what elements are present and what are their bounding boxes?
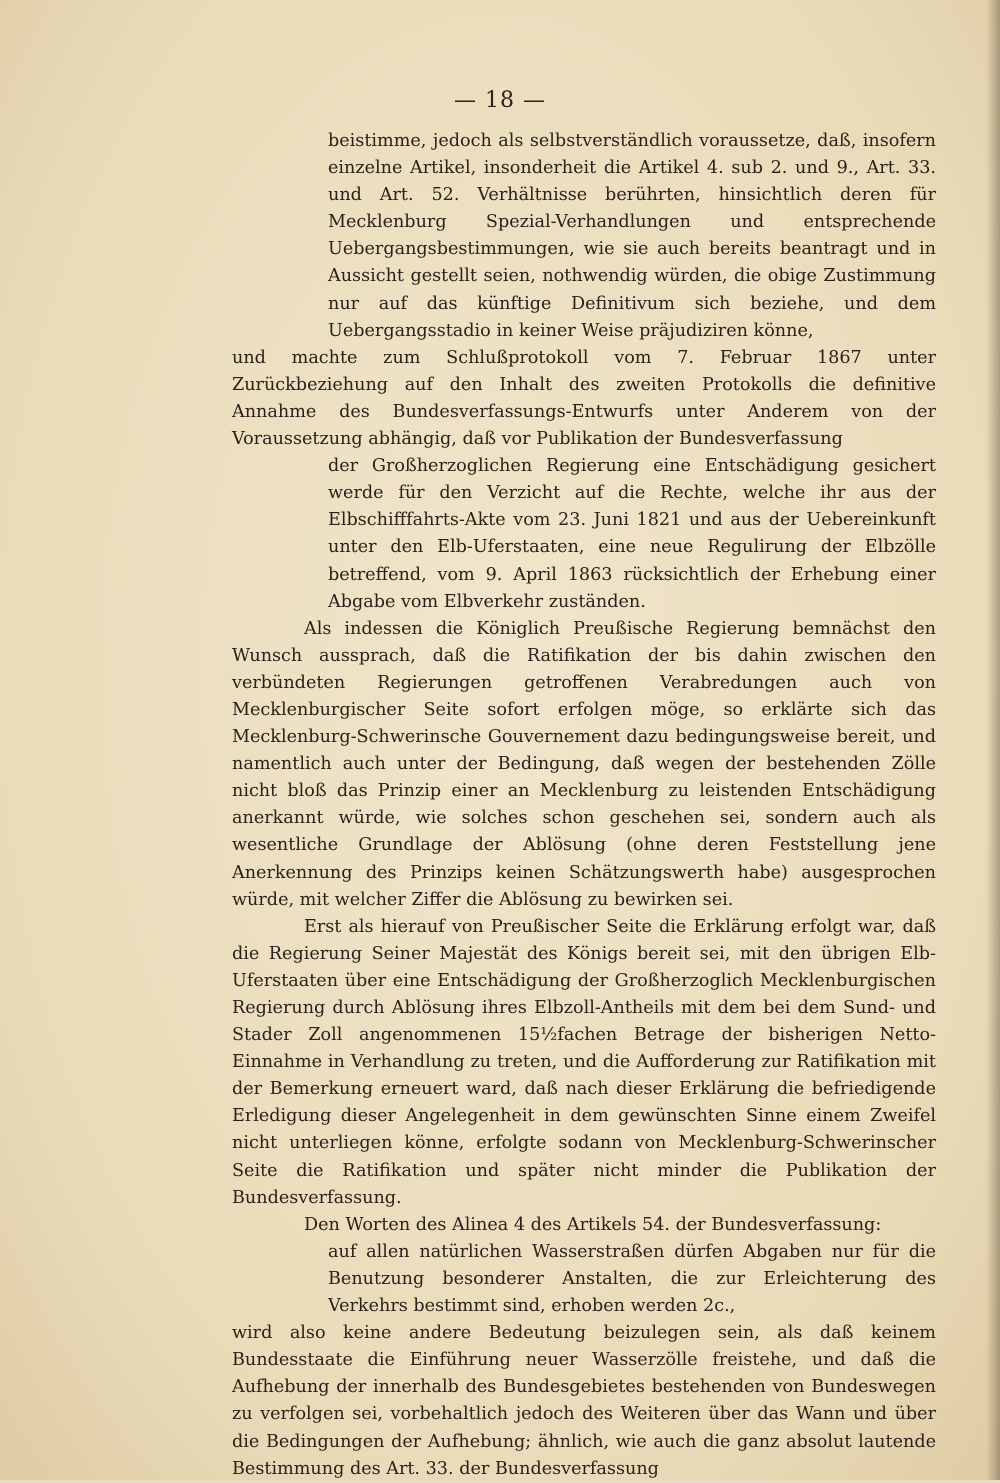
body-text xyxy=(232,128,936,1483)
quoted-paragraph-3: der Großherzoglichen Regierung eine Entschädigung gesichert werde für den Verzicht auf die Rechte, welche ihr aus der Elbschifffahrts-Akte vom 23. Juni 1821 und aus der Uebereinkunft unter den Elb-Uferstaaten, eine neue Regulirung der Elbzölle betreffend, vom 9. April 1863 rücksichtlich der Erhebung einer Abgabe vom Elbverkehr zuständen. xyxy=(328,456,936,612)
quoted-paragraph-1: beistimme, jedoch als selbstverständlich voraussetze, daß, insofern einzelne Artikel, insonderheit die Artikel 4. sub 2. und 9., Art. 33. und Art. 52. Verhältnisse berührten, hinsichtlich deren für Mecklenburg Spezial-Verhandlungen und entsprechende Uebergangsbestimmungen, wie sie auch bereits beantragt und in Aussicht gestellt seien, nothwendig würden, die obige Zustimmung nur auf das künftige Definitivum sich beziehe, und dem Uebergangsstadio in keiner Weise präjudiziren könne, xyxy=(328,131,936,341)
page-number: — 18 — xyxy=(454,88,546,113)
paragraph-6: Den Worten des Alinea 4 des Artikels 54. der Bundesverfassung: xyxy=(304,1214,882,1235)
paragraph-4: Als indessen die Königlich Preußische Regierung bemnächst den Wunsch aussprach, daß die Ratifikation der bis dahin zwischen den verbündeten Regierungen getroffenen Verabredungen auch von Mecklenburgischer Seite sofort erfolgen möge, so erklärte sich das Mecklenburg-Schwerinsche Gouvernement dazu bedingungsweise bereit, und namentlich auch unter der Bedingung, daß wegen der bestehenden Zölle nicht bloß das Prinzip einer an Mecklenburg zu leistenden Entschädigung anerkannt würde, wie solches schon geschehen sei, sondern auch als wesentliche Grundlage der Ablösung (ohne deren Feststellung jene Anerkennung des Prinzips keinen Schätzungswerth habe) ausgesprochen würde, mit welcher Ziffer die Ablösung zu bewirken sei. xyxy=(232,618,936,910)
page-edge-shadow xyxy=(986,0,1000,1480)
paragraph-8: wird also keine andere Bedeutung beizulegen sein, als daß keinem Bundesstaate die Einführung neuer Wasserzölle freistehe, und daß die Aufhebung der innerhalb des Bundesgebietes bestehenden von Bundeswegen zu verfolgen sei, vorbehaltlich jedoch des Weiteren über das Wann und über die Bedingungen der Aufhebung; ähnlich, wie auch die ganz absolut lautende Bestimmung des Art. 33. der Bundesverfassung xyxy=(232,1323,936,1479)
paragraph-5: Erst als hierauf von Preußischer Seite die Erklärung erfolgt war, daß die Regierung Seiner Majestät des Königs bereit sei, mit den übrigen Elb-Uferstaaten über eine Entschädigung der Großherzoglich Mecklenburgischen Regierung durch Ablösung ihres Elbzoll-Antheils mit dem bei dem Sund- und Stader Zoll angenommenen 15½fachen Betrage der bisherigen Netto-Einnahme in Verhandlung zu treten, und die Aufforderung zur Ratifikation mit der Bemerkung erneuert ward, daß nach dieser Erklärung die befriedigende Erledigung dieser Angelegenheit in dem gewünschten Sinne einem Zweifel nicht unterliegen könne, erfolgte sodann von Mecklenburg-Schwerinscher Seite die Ratifikation und später nicht minder die Publikation der Bundesverfassung. xyxy=(232,916,936,1208)
quoted-paragraph-7: auf allen natürlichen Wasserstraßen dürfen Abgaben nur für die Benutzung besonderer Anstalten, die zur Erleichterung des Verkehrs bestimmt sind, erhoben werden 2c., xyxy=(328,1241,936,1317)
paragraph-2: und machte zum Schlußprotokoll vom 7. Februar 1867 unter Zurückbeziehung auf den Inhalt des zweiten Protokolls die definitive Annahme des Bundesverfassungs-Entwurfs unter Anderem von der Voraussetzung abhängig, daß vor Publikation der Bundesverfassung xyxy=(232,347,936,450)
